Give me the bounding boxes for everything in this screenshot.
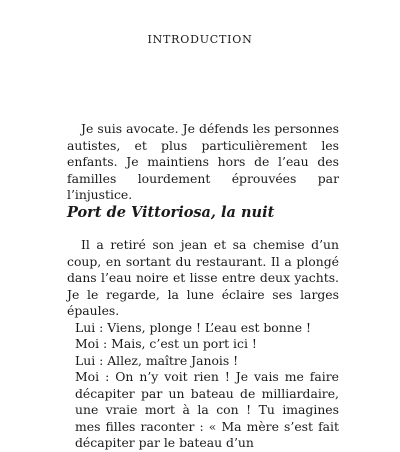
section-body bbox=[67, 237, 339, 452]
narrative-paragraph: Il a retiré son jean et sa chemise d’un coup, en sortant du restaurant. Il a plongé dans l’eau noire et lisse entre deux yachts. Je le regarde, la lune éclaire ses larges épaules. bbox=[67, 237, 339, 318]
dialogue-line: Lui : Viens, plonge ! L’eau est bonne ! bbox=[75, 319, 311, 335]
dialogue-line: Lui : Allez, maître Janois ! bbox=[75, 352, 239, 368]
running-header: INTRODUCTION bbox=[147, 33, 253, 46]
section-title: Port de Vittoriosa, la nuit bbox=[67, 204, 275, 221]
dialogue-line: Moi : Mais, c’est un port ici ! bbox=[75, 336, 257, 351]
intro-paragraph: Je suis avocate. Je défends les personnes autistes, et plus particulièrement les enfants. Je maintiens hors de l’eau des familles lourdement éprouvées par l’injustice. bbox=[67, 121, 339, 202]
dialogue-line: Moi : On n’y voit rien ! Je vais me faire décapiter par un bateau de milliardaire, une vraie mort à la con ! Tu imagines mes filles raconter : « Ma mère s’est fait décapiter par le bateau d’un bbox=[75, 369, 339, 450]
